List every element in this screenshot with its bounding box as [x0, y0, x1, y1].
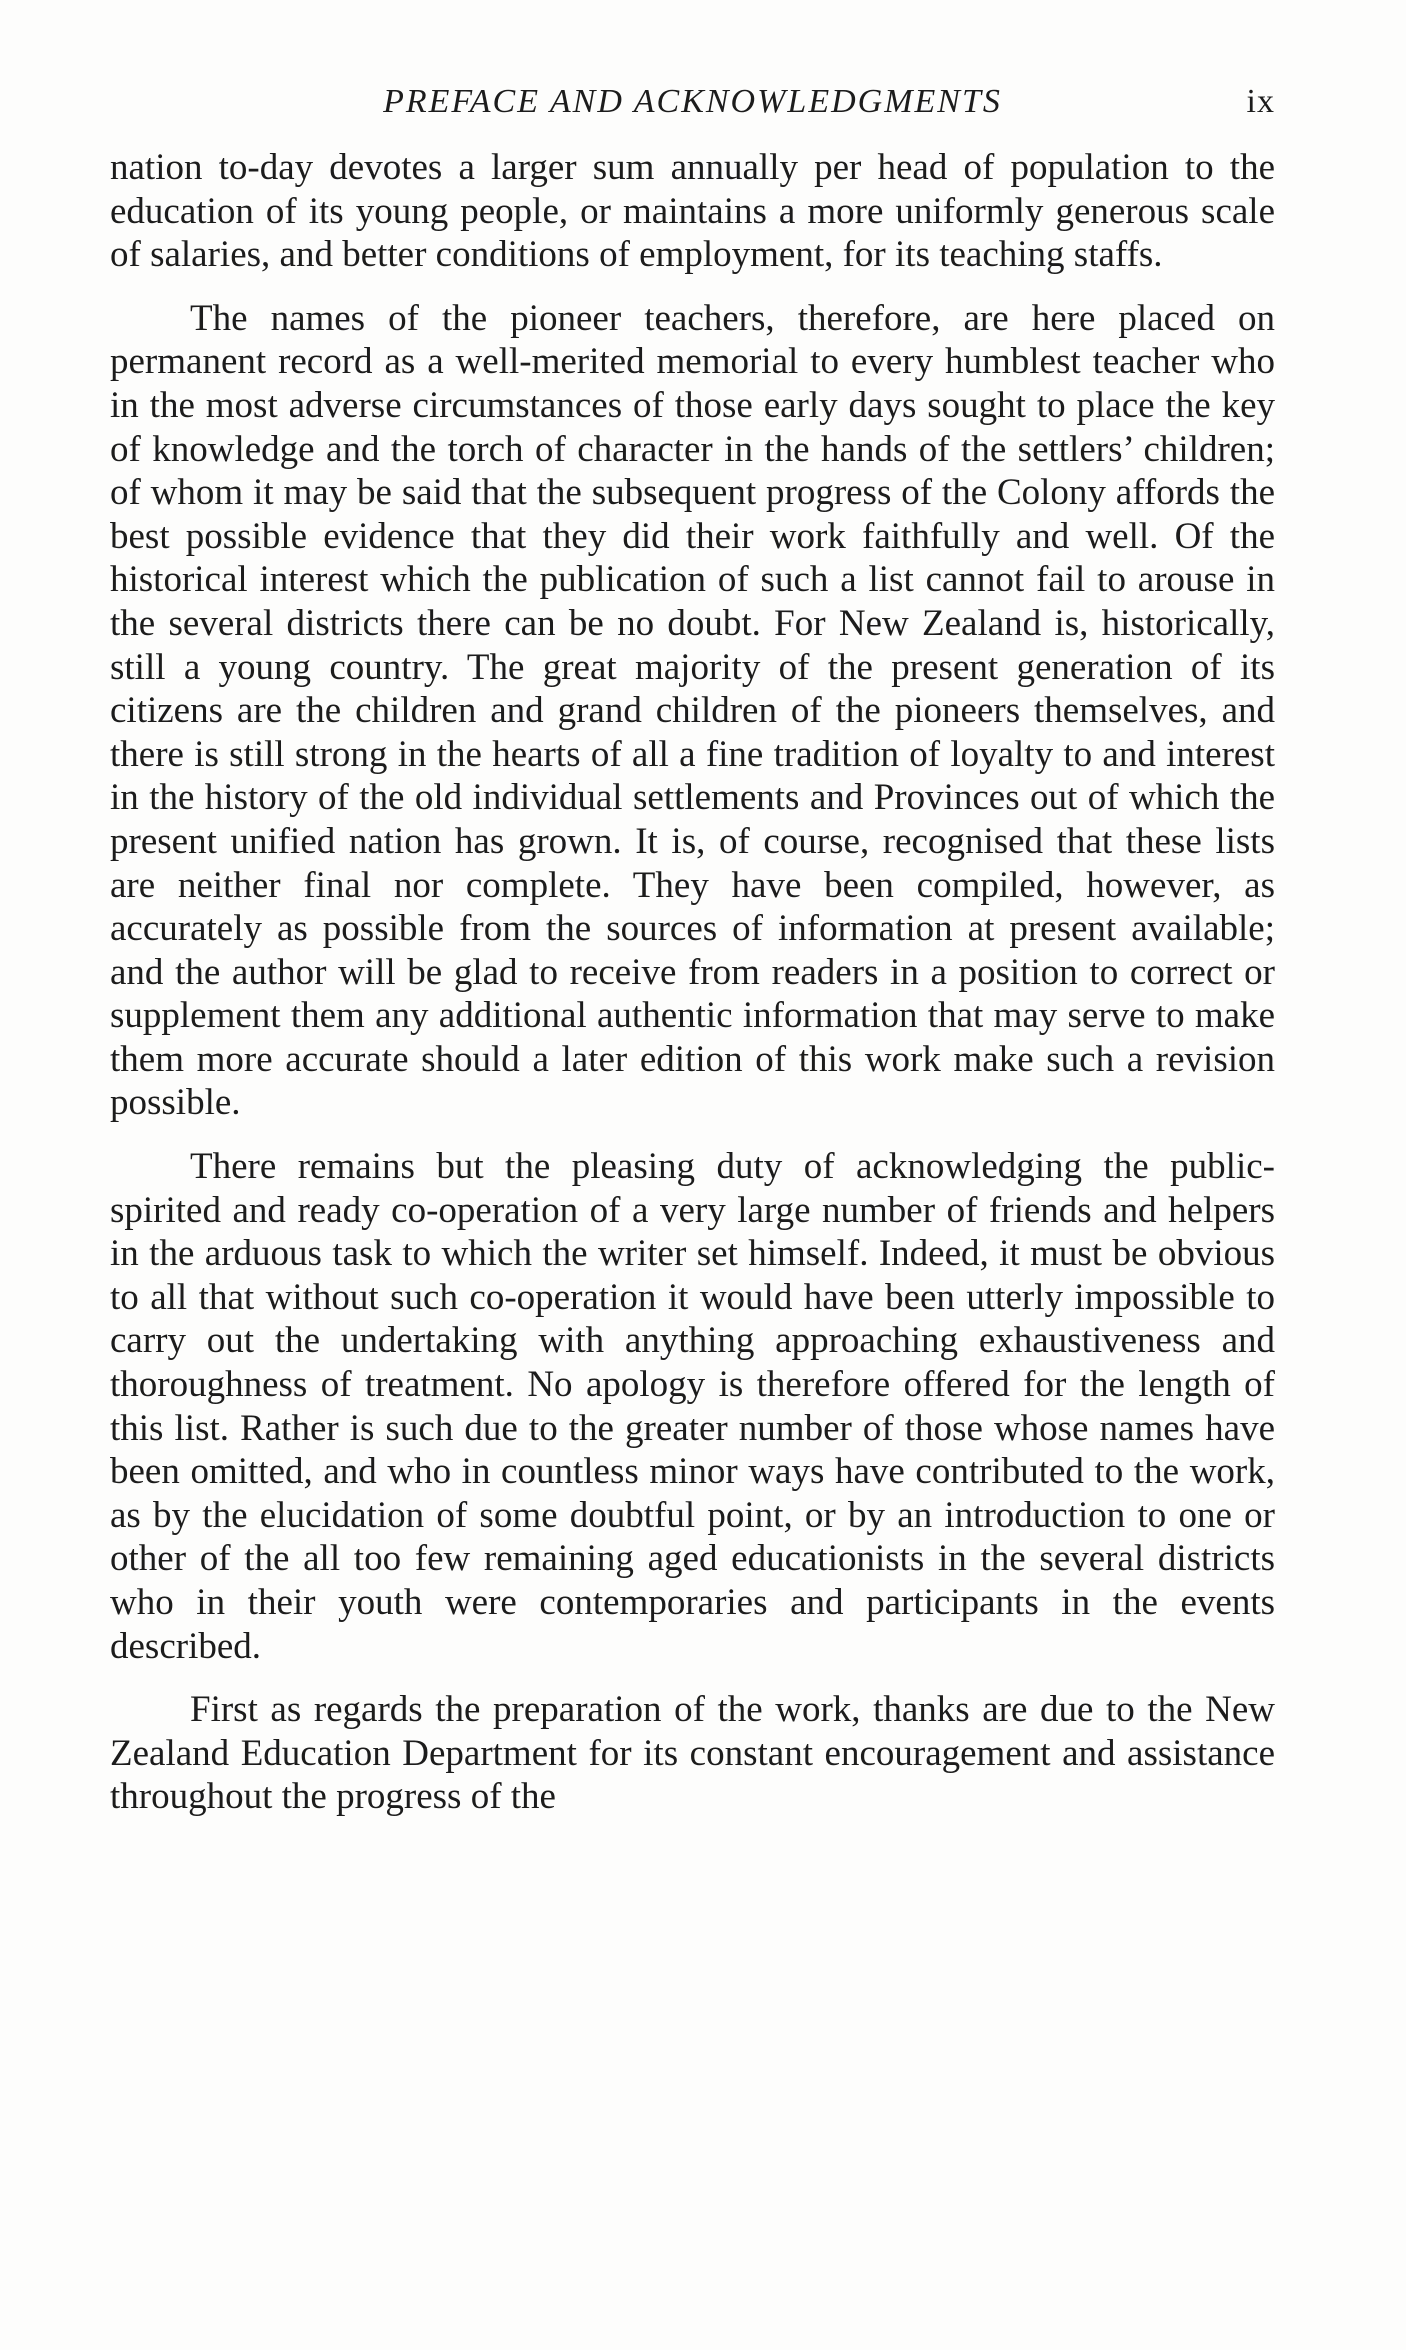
paragraph-pioneer-teachers: The names of the pioneer teachers, therefore, are here placed on permanent record as a well-merited memorial to every humblest teacher who in the most adverse circumstances of those early days sought to place the key of knowledge and the torch of character in the hands of the settlers’ children; of whom it may be said that the subsequent progress of the Colony affords the best possible evidence that they did their work faithfully and well. Of the historical interest which the publication of such a list cannot fail to arouse in the several districts there can be no doubt. For New Zealand is, historically, still a young country. The great majority of the present generation of its citizens are the children and grand children of the pioneers themselves, and there is still strong in the hearts of all a fine tradition of loyalty to and interest in the history of the old individual settlements and Provinces out of which the present unified nation has grown. It is, of course, recognised that these lists are neither final nor complete. They have been compiled, however, as accurately as possible from the sources of information at present available; and the author will be glad to receive from readers in a position to correct or supplement them any additional authentic information that may serve to make them more accurate should a later edition of this work make such a revision possible.: [110, 297, 1275, 1124]
page-number: ix: [1246, 83, 1275, 120]
paragraph-acknowledging: There remains but the pleasing duty of acknowledging the public-spirited and ready co-operation of a very large number of friends and helpers in the arduous task to which the writer set himself. Indeed, it must be obvious to all that without such co-operation it would have been utterly impossible to carry out the undertaking with anything approaching exhaustiveness and thoroughness of treatment. No apology is therefore offered for the length of this list. Rather is such due to the greater number of those whose names have been omitted, and who in countless minor ways have contributed to the work, as by the elucidation of some doubtful point, or by an introduction to one or other of the all too few remaining aged educationists in the several districts who in their youth were contemporaries and participants in the events described.: [110, 1146, 1275, 1667]
paragraph-continuation: nation to-day devotes a larger sum annually per head of population to the education of its young people, or maintains a more uniformly generous scale of salaries, and better conditions of employment, for its teaching staffs.: [110, 147, 1275, 276]
body-text: [110, 146, 1275, 1839]
running-head-title: PREFACE AND ACKNOWLEDGMENTS: [383, 83, 1002, 120]
page-header: [110, 74, 1275, 130]
paragraph-first-as-regards: First as regards the preparation of the work, thanks are due to the New Zealand Education Department for its constant encouragement and assistance throughout the progress of the: [110, 1689, 1275, 1818]
